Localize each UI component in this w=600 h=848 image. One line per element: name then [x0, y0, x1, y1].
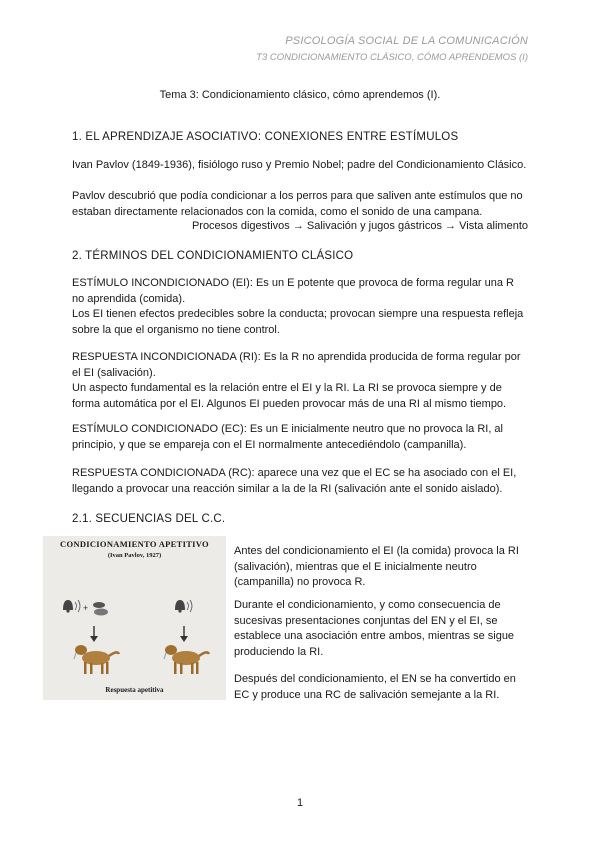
- down-arrow-icon: [180, 626, 188, 642]
- sequence-after: Después del condicionamiento, el EN se ha convertido en EC y produce una RC de salivación semejante a la RI.: [234, 673, 516, 701]
- down-arrow-icon: [90, 626, 98, 642]
- dog-icon: [74, 645, 119, 674]
- pavlov-discovery: Pavlov descubrió que podía condicionar a los perros para que saliven ante estímulos que no estaban directamente relacionados con la comida, como el sonido de una campana.: [72, 190, 523, 218]
- section-1-heading: 1. EL APRENDIZAJE ASOCIATIVO: CONEXIONES ENTRE ESTÍMULOS: [72, 131, 459, 143]
- pavlov-conditioning-figure: [43, 536, 226, 700]
- section-2-1-heading: 2.1. SECUENCIAS DEL C.C.: [72, 513, 226, 525]
- running-header-course: PSICOLOGÍA SOCIAL DE LA COMUNICACIÓN: [285, 35, 528, 47]
- document-title: Tema 3: Condicionamiento clásico, cómo aprendemos (I).: [159, 89, 441, 101]
- figure-subtitle: (Ivan Pavlov, 1927): [107, 552, 162, 559]
- ei-definition: ESTÍMULO INCONDICIONADO (EI): Es un E potente que provoca de forma regular una R no aprendida (comida).: [72, 277, 515, 305]
- figure-title: CONDICIONAMIENTO APETITIVO: [60, 539, 209, 549]
- ri-detail: Un aspecto fundamental es la relación entre el EI y la RI. La RI se provoca siempre y de forma automática por el EI. Algunos EI pueden provocar más de una RI al mismo tiempo.: [72, 382, 507, 410]
- figure-illustration: [43, 536, 226, 700]
- sequence-before: Antes del condicionamiento el EI (la comida) provoca la RI (salivación), mientras que el E inicialmente neutro (campanilla) no provoca R.: [234, 545, 519, 588]
- ec-definition: ESTÍMULO CONDICIONADO (EC): Es un E inicialmente neutro que no provoca la RI, al principio, y que se empareja con el EI normalmente antecediéndolo (campanilla).: [72, 423, 503, 451]
- bell-icon: [175, 600, 192, 613]
- figure-caption: Respuesta apetitiva: [105, 686, 164, 694]
- ri-definition: RESPUESTA INCONDICIONADA (RI): Es la R no aprendida producida de forma regular por el EI (salivación).: [72, 351, 521, 379]
- bell-icon: [63, 600, 80, 613]
- dog-icon: [164, 645, 209, 674]
- section-2-heading: 2. TÉRMINOS DEL CONDICIONAMIENTO CLÁSICO: [72, 250, 354, 262]
- running-header-unit: T3 CONDICIONAMIENTO CLÁSICO, CÓMO APRENDEMOS (I): [256, 52, 528, 63]
- food-icon: [93, 602, 108, 616]
- ei-detail: Los EI tienen efectos predecibles sobre la conducta; provocan siempre una respuesta refleja sobre la que el organismo no tiene control.: [72, 308, 524, 336]
- digestive-chain: Procesos digestivos → Salivación y jugos gástricos → Vista alimento: [191, 220, 528, 232]
- sequence-during: Durante el condicionamiento, y como consecuencia de sucesivas presentaciones conjuntas del EN y el EI, se establece una asociación entre ambos, mientras se sigue produciendo la RI.: [234, 599, 515, 658]
- rc-definition: RESPUESTA CONDICIONADA (RC): aparece una vez que el EC se ha asociado con el EI, llegando a provocar una reacción similar a la de la RI (salivación ante el sonido aislado).: [72, 467, 517, 495]
- page-number: 1: [296, 797, 304, 809]
- plus-sign-icon: +: [83, 603, 89, 613]
- pavlov-intro: Ivan Pavlov (1849-1936), fisiólogo ruso y Premio Nobel; padre del Condicionamiento Clásico.: [72, 159, 527, 171]
